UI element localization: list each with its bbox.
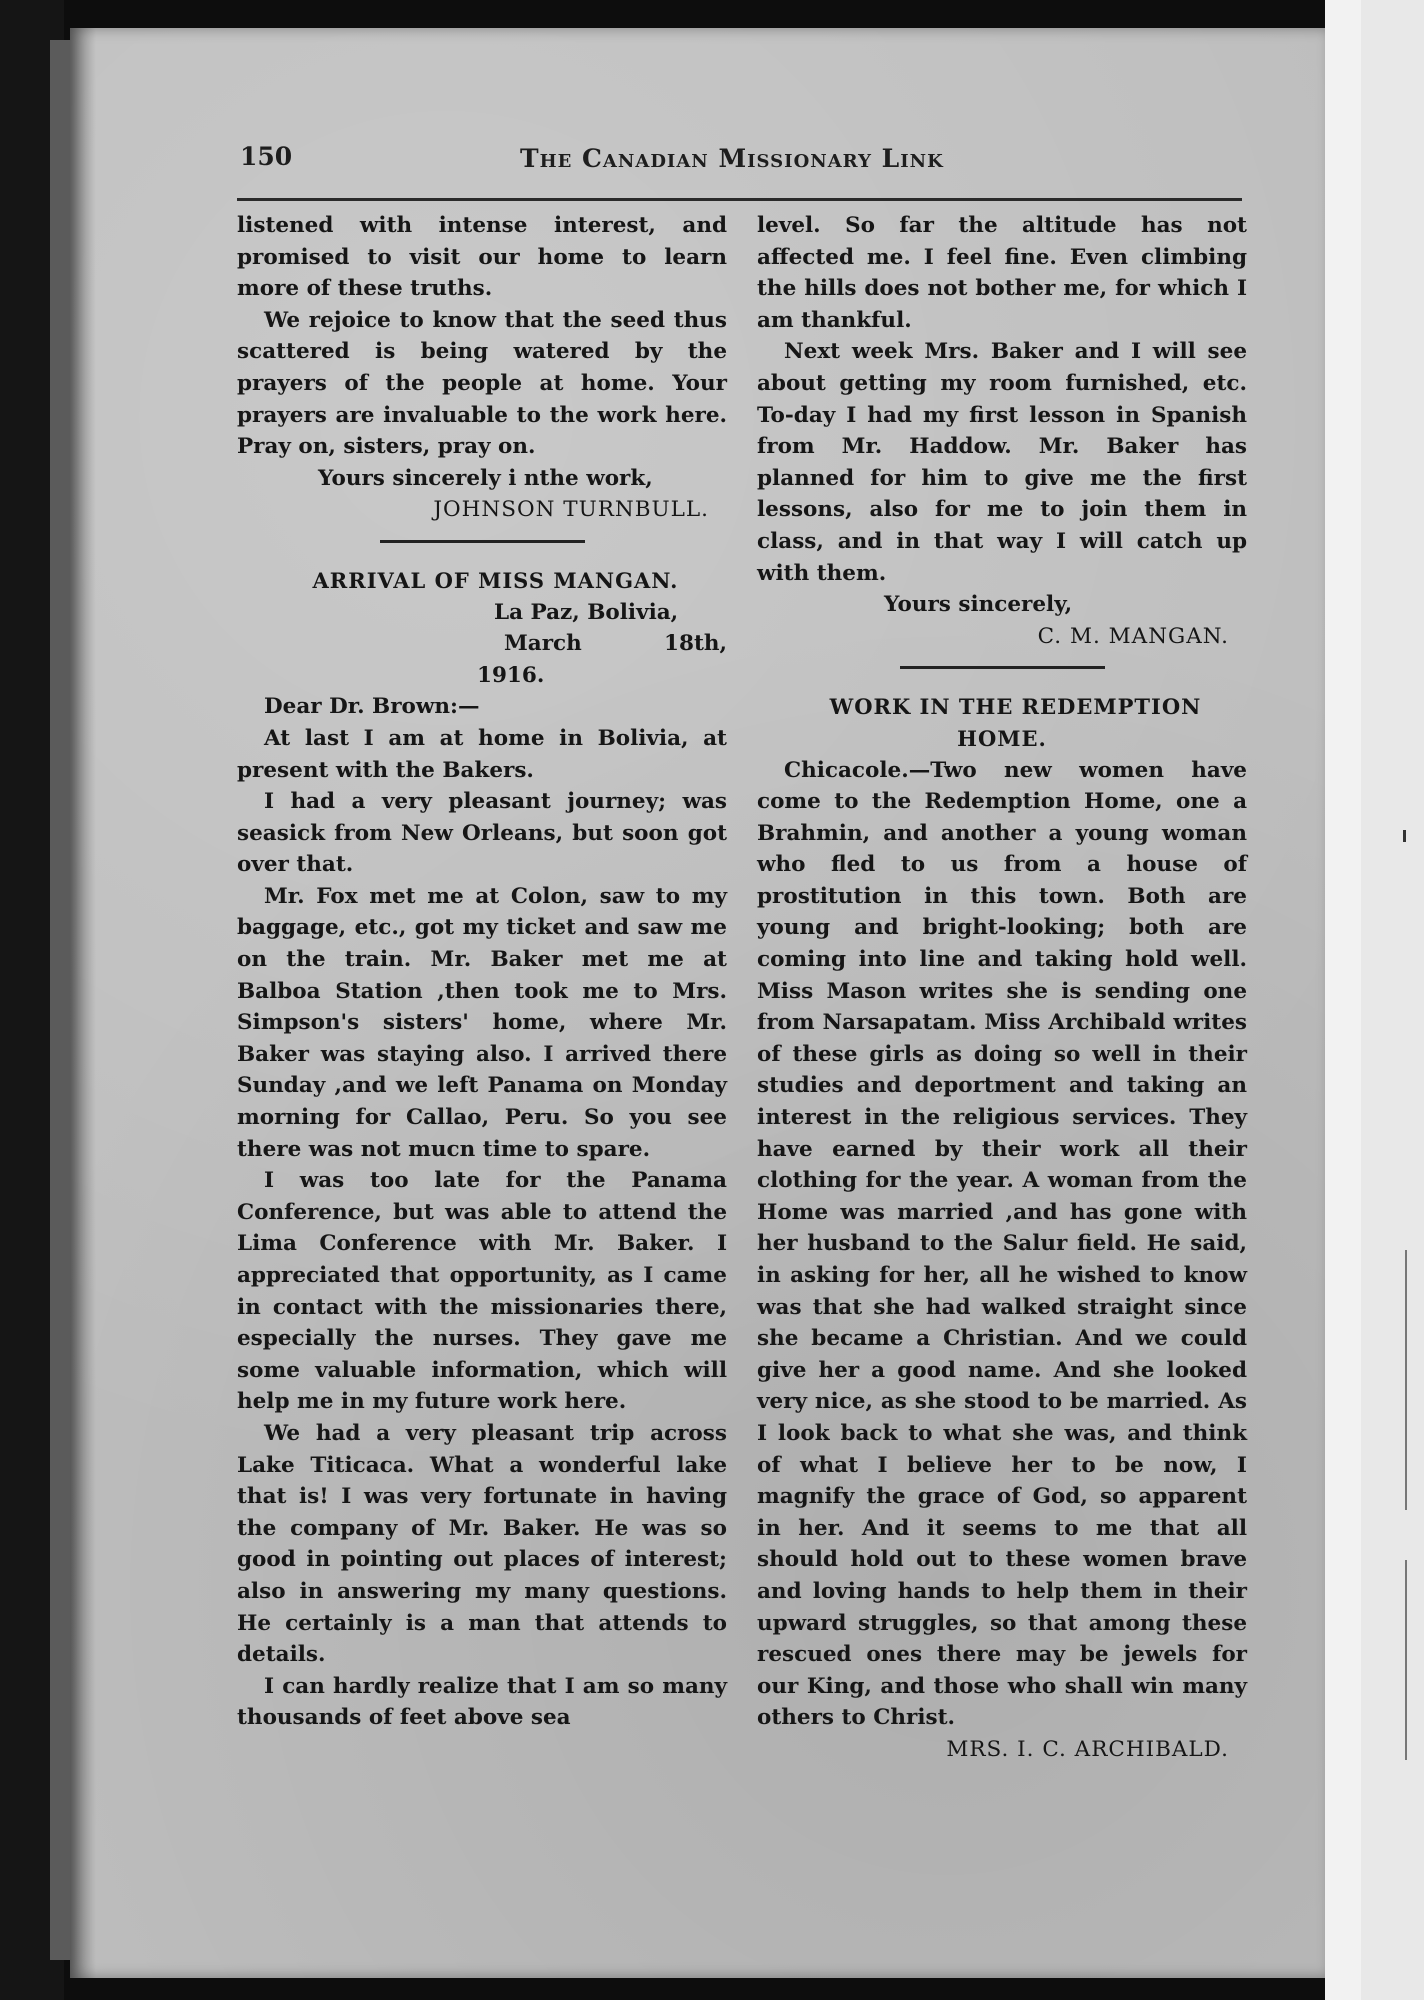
paragraph: I can hardly realize that I am so many thousands of feet above sea [237, 1673, 727, 1731]
binding-edge [50, 40, 72, 1960]
paragraph: At last I am at home in Bolivia, at present with the Bakers. [237, 725, 727, 783]
header-rule [237, 198, 1242, 201]
paragraph: listened with intense interest, and promised to visit our home to learn more of these truths. [237, 213, 727, 302]
section-divider [900, 666, 1105, 669]
salutation: Dear Dr. Brown:— [264, 694, 480, 720]
journal-title: The Canadian Missionary Link [520, 144, 944, 173]
adjacent-page-edge [1361, 0, 1424, 2000]
paragraph: We rejoice to know that the seed thus scattered is being watered by the prayers of the people at home. Your prayers are invaluable to the work here. Pray on, sisters, pray on. [237, 307, 727, 460]
paragraph: We had a very pleasant trip across Lake Titicaca. What a wonderful lake that is! I was very fortunate in having the company of Mr. Baker. He was so good in pointing out places of interest; also in answering my many questions. He certainly is a man that attends to details. [237, 1420, 727, 1668]
page-number: 150 [240, 142, 293, 171]
paragraph: I was too late for the Panama Conference, but was able to attend the Lima Conference with Mr. Baker. I appreciated that opportunity, as I came in contact with the missionaries there, especially the nurses. They gave me some valuable information, which will help me in my future work here. [237, 1168, 727, 1415]
letter-closing: Yours sincerely i nthe work, [318, 465, 653, 491]
paragraph: level. So far the altitude has not affected me. I feel fine. Even climbing the hills does not bother me, for which I am thankful. [757, 213, 1247, 333]
section-divider [380, 540, 585, 543]
right-column [757, 210, 1247, 1766]
signature: JOHNSON TURNBULL. [433, 497, 709, 523]
gutter-shadow [70, 28, 96, 1978]
article-heading: WORK IN THE REDEMPTION HOME. [829, 694, 1202, 751]
signature: C. M. MANGAN. [1037, 623, 1229, 649]
left-column [237, 210, 727, 1734]
paragraph: Mr. Fox met me at Colon, saw to my baggage, etc., got my ticket and saw me on the train. Mr. Baker met me at Balboa Station ,then took me to Mrs. Simpson's sisters' home, where Mr. Baker was staying also. I arrived there Sunday ,and we left Panama on Monday morning for Callao, Peru. So you see there was not mucn time to spare. [237, 883, 727, 1162]
letter-closing: Yours sincerely, [884, 592, 1073, 618]
dateline-place: La Paz, Bolivia, [494, 599, 679, 625]
dateline-date: March 18th, 1916. [477, 631, 727, 688]
article-heading: ARRIVAL OF MISS MANGAN. [312, 567, 679, 593]
paragraph: I had a very pleasant journey; was seasick from New Orleans, but soon got over that. [237, 789, 727, 878]
paragraph: Chicacole.—Two new women have come to the Redemption Home, one a Brahmin, and another a young woman who fled to us from a house of prostitution in this town. Both are young and bright-looking; both are coming into line and taking hold well. Miss Mason writes she is sending one from Narsapatam. Miss Archibald writes of these girls as doing so well in their studies and deportment and taking an interest in the religious services. They have earned by their work all their clothing for the year. A woman from the Home was married ,and has gone with her husband to the Salur field. He said, in asking for her, all he wished to know was that she had walked straight since she became a Christian. And we could give her a good name. And she looked very nice, as she stood to be married. As I look back to what she was, and think of what I believe her to be now, I magnify the grace of God, so apparent in her. And it seems to me that all should hold out to these women brave and loving hands to help them in their upward struggles, so that among these rescued ones there may be jewels for our King, and those who shall win many others to Christ. [757, 757, 1247, 1731]
page-fore-edge [1325, 0, 1361, 2000]
signature: MRS. I. C. ARCHIBALD. [946, 1736, 1229, 1762]
paragraph: Next week Mrs. Baker and I will see about getting my room furnished, etc. To-day I had my first lesson in Spanish from Mr. Haddow. Mr. Baker has planned for him to give me the first lessons, also for me to join them in class, and in that way I will catch up with them. [757, 339, 1247, 586]
running-head [240, 142, 1240, 182]
